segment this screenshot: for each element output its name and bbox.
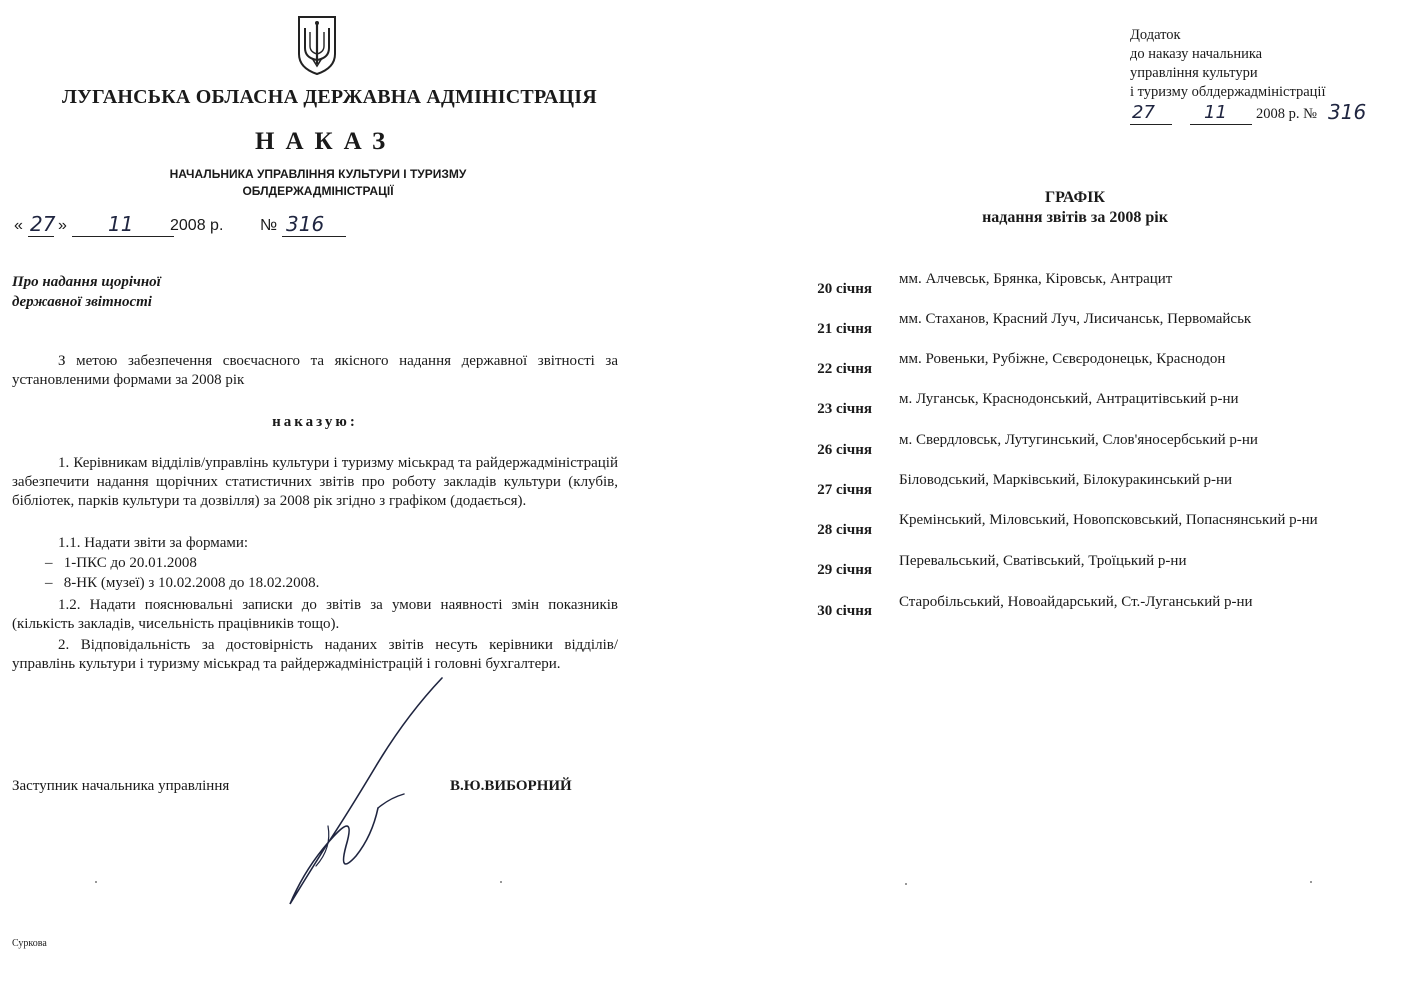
scan-speck (1310, 881, 1312, 883)
number-label: № (260, 217, 278, 234)
schedule-entry: м. Свердловськ, Лутугинський, Слов'яносербський р-ни (899, 432, 1258, 448)
item-1-1-paragraph: 1.1. Надати звіти за формами: (58, 535, 249, 551)
appendix-year: 2008 р. № (1256, 106, 1317, 122)
organization-name: ЛУГАНСЬКА ОБЛАСНА ДЕРЖАВНА АДМІНІСТРАЦІЯ (62, 86, 597, 108)
order-subject (12, 272, 272, 312)
signer-position: Заступник начальника управління (12, 778, 230, 794)
handwritten-signature-icon (286, 676, 446, 908)
schedule-heading: ГРАФІК (1044, 189, 1106, 206)
appendix-header (1130, 26, 1325, 102)
scan-speck (905, 883, 907, 885)
schedule-date: 27 січня (817, 482, 872, 498)
appendix-number: 316 (1328, 100, 1367, 124)
subject-line-1: Про надання щорічної (12, 274, 161, 290)
form-item-2: – 8-НК (музеї) з 10.02.2008 до 18.02.2008. (45, 575, 320, 591)
schedule-date: 20 січня (817, 281, 872, 297)
schedule-entry: Перевальський, Сватівський, Троїцький р-ни (899, 553, 1187, 569)
appendix-date-line (1130, 100, 1390, 128)
schedule-date: 22 січня (817, 361, 872, 377)
appendix-day: 27 (1132, 102, 1155, 123)
scan-speck (500, 881, 502, 883)
issuer-line-1: НАЧАЛЬНИКА УПРАВЛІННЯ КУЛЬТУРИ І ТУРИЗМУ (169, 167, 467, 181)
appendix-month: 11 (1204, 102, 1227, 123)
order-word: наказую: (272, 414, 358, 430)
issuer-line-2: ОБЛДЕРЖАДМІНІСТРАЦІЇ (242, 184, 394, 198)
order-date-line (14, 212, 364, 240)
order-day: 27 (30, 212, 56, 236)
schedule-entry: м. Луганськ, Краснодонський, Антрацитівський р-ни (899, 391, 1239, 407)
schedule-entry: мм. Ровеньки, Рубіжне, Сєвєродонецьк, Краснодон (899, 351, 1226, 367)
schedule-date: 29 січня (817, 562, 872, 578)
form-item-1-text: 1-ПКС до 20.01.2008 (63, 555, 197, 571)
order-month: 11 (108, 212, 134, 236)
appendix-line-1: Додаток (1130, 27, 1181, 43)
schedule-date: 26 січня (817, 442, 872, 458)
schedule-entry: мм. Стаханов, Красний Луч, Лисичанськ, Первомайськ (899, 311, 1252, 327)
issuer-heading (143, 166, 493, 200)
order-year: 2008 р. (170, 217, 224, 234)
appendix-line-2: до наказу начальника (1130, 46, 1263, 62)
coat-of-arms-icon (296, 14, 338, 76)
item-1-2-paragraph: 1.2. Надати пояснювальні записки до звітів за умови наявності змін показників (кількість закладів, чисельність працівників тощо). (12, 597, 618, 632)
preamble-paragraph: З метою забезпечення своєчасного та якісного надання державної звітності за установленими формами за 2008 рік (12, 353, 618, 388)
open-quote: « (14, 217, 23, 234)
appendix-line-3: управління культури (1130, 65, 1258, 81)
schedule-entry: Старобільський, Новоайдарський, Ст.-Луганський р-ни (899, 594, 1253, 610)
form-item-2-text: 8-НК (музеї) з 10.02.2008 до 18.02.2008. (63, 575, 320, 591)
schedule-date: 21 січня (817, 321, 872, 337)
schedule-title (870, 188, 1280, 228)
order-number: 316 (286, 212, 325, 236)
close-quote: » (58, 217, 67, 234)
appendix-line-4: і туризму облдержадміністрації (1130, 84, 1326, 100)
schedule-entry: Біловодський, Марківський, Білокуракинський р-ни (899, 472, 1233, 488)
subject-line-2: державної звітності (12, 294, 152, 310)
item-1-paragraph: 1. Керівникам відділів/управлінь культури і туризму міськрад та райдержадміністрацій забезпечити надання щорічних статистичних звітів про роботу закладів культури (клубів, бібліотек, парків культури та дозвілля) за 2008 рік згідно з графіком (додається). (12, 455, 618, 509)
schedule-entry: Кремінський, Міловський, Новопсковський, Попаснянський р-ни (899, 512, 1318, 528)
item-2-paragraph: 2. Відповідальність за достовірність наданих звітів несуть керівники відділів/управлінь культури і туризму міськрад та райдержадміністрацій і головні бухгалтери. (12, 637, 618, 672)
schedule-date: 30 січня (817, 603, 872, 619)
schedule-entry: мм. Алчевськ, Брянка, Кіровськ, Антрацит (899, 271, 1173, 287)
scan-speck (95, 881, 97, 883)
document-title: НАКАЗ (255, 128, 397, 155)
form-item-1: – 1-ПКС до 20.01.2008 (45, 555, 197, 571)
performer-name: Суркова (12, 938, 47, 949)
schedule-date: 23 січня (817, 401, 872, 417)
schedule-date: 28 січня (817, 522, 872, 538)
schedule-subheading: надання звітів за 2008 рік (982, 209, 1168, 226)
signer-name: В.Ю.ВИБОРНИЙ (450, 778, 572, 794)
